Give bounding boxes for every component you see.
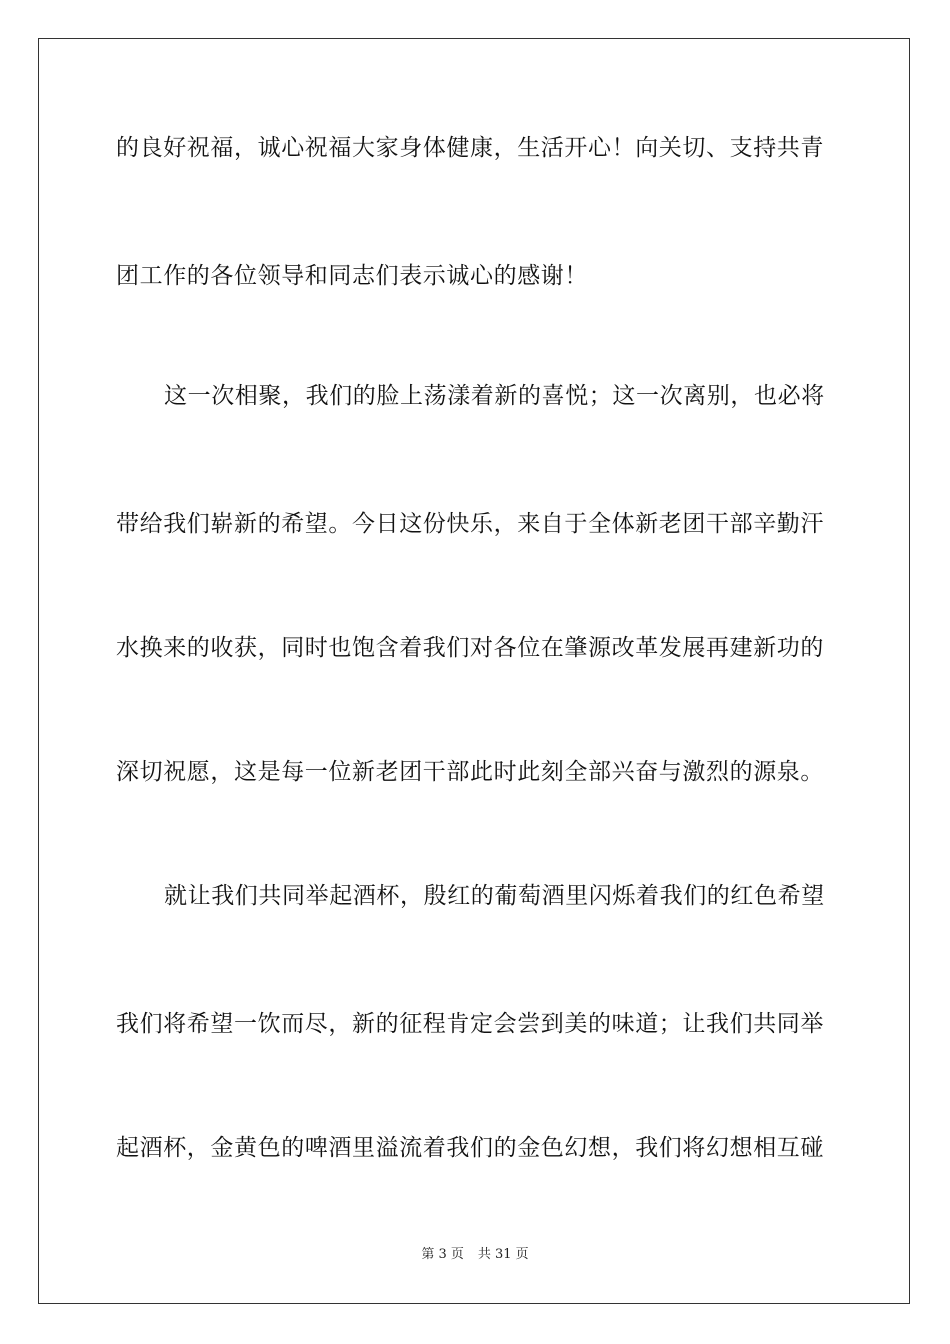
paragraph-start-line: 这一次相聚，我们的脸上荡漾着新的喜悦；这一次离别，也必将 xyxy=(164,383,825,409)
text-line: 团工作的各位领导和同志们表示诚心的感谢！ xyxy=(116,263,588,289)
page-number: 第 3 页 xyxy=(421,1247,464,1262)
text-line: 水换来的收获，同时也饱含着我们对各位在肇源改革发展再建新功的 xyxy=(116,635,824,661)
page-footer xyxy=(0,1247,950,1263)
total-pages: 共 31 页 xyxy=(477,1247,529,1262)
text-line: 起酒杯，金黄色的啤酒里溢流着我们的金色幻想，我们将幻想相互碰 xyxy=(116,1135,824,1161)
text-line: 深切祝愿，这是每一位新老团干部此时此刻全部兴奋与激烈的源泉。 xyxy=(116,759,824,785)
text-line: 的良好祝福，诚心祝福大家身体健康，生活开心！向关切、支持共青 xyxy=(116,135,824,161)
page-frame xyxy=(38,38,910,1304)
text-line: 带给我们崭新的希望。今日这份快乐，来自于全体新老团干部辛勤汗 xyxy=(116,511,824,537)
text-line: 我们将希望一饮而尽，新的征程肯定会尝到美的味道；让我们共同举 xyxy=(116,1011,824,1037)
paragraph-start-line: 就让我们共同举起酒杯，殷红的葡萄酒里闪烁着我们的红色希望 xyxy=(164,883,825,909)
